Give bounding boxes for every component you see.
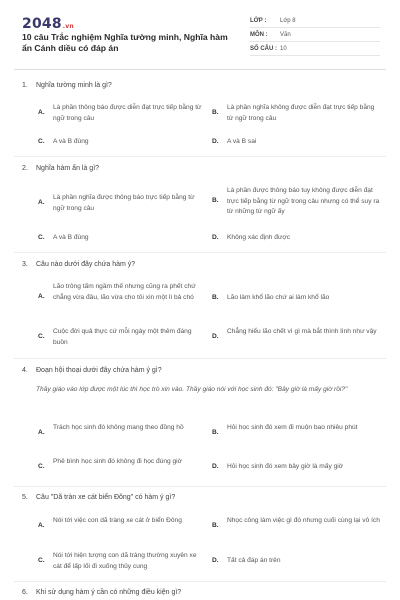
option-text: A và B đúng (53, 234, 89, 241)
brand-suffix: .vn (62, 23, 74, 30)
option-text: Nói tới hiện tượng con dã tràng thường xuyên xe cát để lấp lối đi xuống thủy cung (53, 552, 197, 570)
info-value: Lớp 8 (280, 17, 296, 24)
question-number: 1. (22, 82, 28, 89)
question-divider (14, 156, 386, 157)
option-text: Hỏi học sinh đó xem đi muộn bao nhiêu phút (227, 424, 358, 431)
question-title (22, 82, 112, 89)
option-text: Tất cả đáp án trên (227, 557, 281, 564)
option-letter: C. (38, 138, 45, 145)
question-title (22, 494, 175, 501)
option-text: Cuộc đời quả thực cứ mỗi ngày một thêm đáng buồn (53, 328, 192, 346)
option-letter: C. (38, 557, 45, 564)
info-label: MÔN : (250, 31, 268, 38)
question-number: 6. (22, 589, 28, 596)
option-letter: A. (38, 522, 45, 529)
option-text: Chẳng hiểu lão chết vì gì mà bắt thình lình như vậy (227, 328, 377, 335)
option-text: Lão làm khổ lão chứ ai làm khổ lão (227, 294, 330, 301)
option-text: Phê bình học sinh đó không đi học đúng giờ (53, 458, 182, 465)
option-letter: A. (38, 293, 45, 300)
option-text: Nhọc công làm việc gì đó nhưng cuối cùng lại vô ích (227, 517, 380, 524)
option-letter: C. (38, 333, 45, 340)
option-letter: D. (212, 333, 219, 340)
question-text: Đoạn hội thoại dưới đây chứa hàm ý gì? (36, 367, 162, 374)
option-text: Là phần nghĩa được thông báo trực tiếp bằng từ ngữ trong câu (53, 194, 195, 212)
question-number: 3. (22, 261, 28, 268)
question-number: 4. (22, 367, 28, 374)
option-text: Trách học sinh đó không mang theo đồng hồ (53, 424, 184, 431)
question-text: Nghĩa tường minh là gì? (36, 82, 112, 89)
question-title (22, 367, 162, 374)
option-text: Là phần nghĩa không được diễn đạt trực tiếp bằng từ ngữ trong câu (227, 104, 375, 122)
question-title (22, 165, 99, 172)
option-text: Lão trông tấm ngầm thế nhưng cũng ra phết chứ chẳng vừa đâu, lão vừa cho tôi xin một lì bả chó (53, 283, 196, 301)
option-text: Nói tới việc con dã tràng xe cát ở biển Đông (53, 517, 182, 524)
question-text: Nghĩa hàm ẩn là gì? (36, 165, 100, 172)
option-letter: B. (212, 429, 219, 436)
option-text: Là phần thông báo được diễn đạt trực tiếp bằng từ ngữ trong câu (53, 104, 202, 122)
question-number: 5. (22, 494, 28, 501)
option-text: Không xác định được (227, 234, 290, 241)
option-letter: C. (38, 463, 45, 470)
question-text: Câu nào dưới đây chứa hàm ý? (36, 261, 136, 268)
option-text: A và B sai (227, 138, 257, 145)
option-text: A và B đúng (53, 138, 89, 145)
option-letter: D. (212, 234, 219, 241)
question-divider (14, 358, 386, 359)
option-letter: B. (212, 109, 219, 116)
info-value: 10 (280, 45, 287, 52)
option-letter: B. (212, 294, 219, 301)
option-letter: D. (212, 557, 219, 564)
question-text: Câu "Dã tràn xe cát biển Đông" có hàm ý gì? (36, 494, 176, 501)
info-value: Văn (280, 31, 291, 38)
option-letter: D. (212, 138, 219, 145)
question-divider (14, 486, 386, 487)
question-divider (14, 581, 386, 582)
option-letter: B. (212, 522, 219, 529)
option-letter: A. (38, 429, 45, 436)
option-letter: B. (212, 197, 219, 204)
option-letter: A. (38, 109, 45, 116)
option-letter: A. (38, 199, 45, 206)
info-label: SỐ CÂU : (250, 45, 277, 52)
option-letter: C. (38, 234, 45, 241)
question-title (22, 589, 181, 596)
brand-name: 2048 (22, 16, 62, 32)
question-divider (14, 252, 386, 253)
question-text: Khi sử dụng hàm ý cần có những điều kiện gì? (36, 589, 182, 596)
question-title (22, 261, 135, 268)
question-passage: Thầy giáo vào lớp được một lúc thì học trò xin vào. Thầy giáo nói với học sinh đó: "Bây giờ là mấy giờ rồi?" (36, 386, 348, 393)
question-number: 2. (22, 165, 28, 172)
option-text: Là phần được thông báo tuy không được diễn đạt trực tiếp bằng từ ngữ trong câu nhưng có thể suy ra từ những từ ngữ ấy (227, 187, 380, 215)
option-letter: D. (212, 463, 219, 470)
info-label: LỚP : (250, 17, 267, 24)
document-title: 10 câu Trắc nghiệm Nghĩa tường minh, Nghĩa hàm ẩn Cánh diều có đáp án (22, 32, 228, 53)
option-text: Hỏi học sinh đó xem bây giờ là mấy giờ (227, 463, 344, 470)
